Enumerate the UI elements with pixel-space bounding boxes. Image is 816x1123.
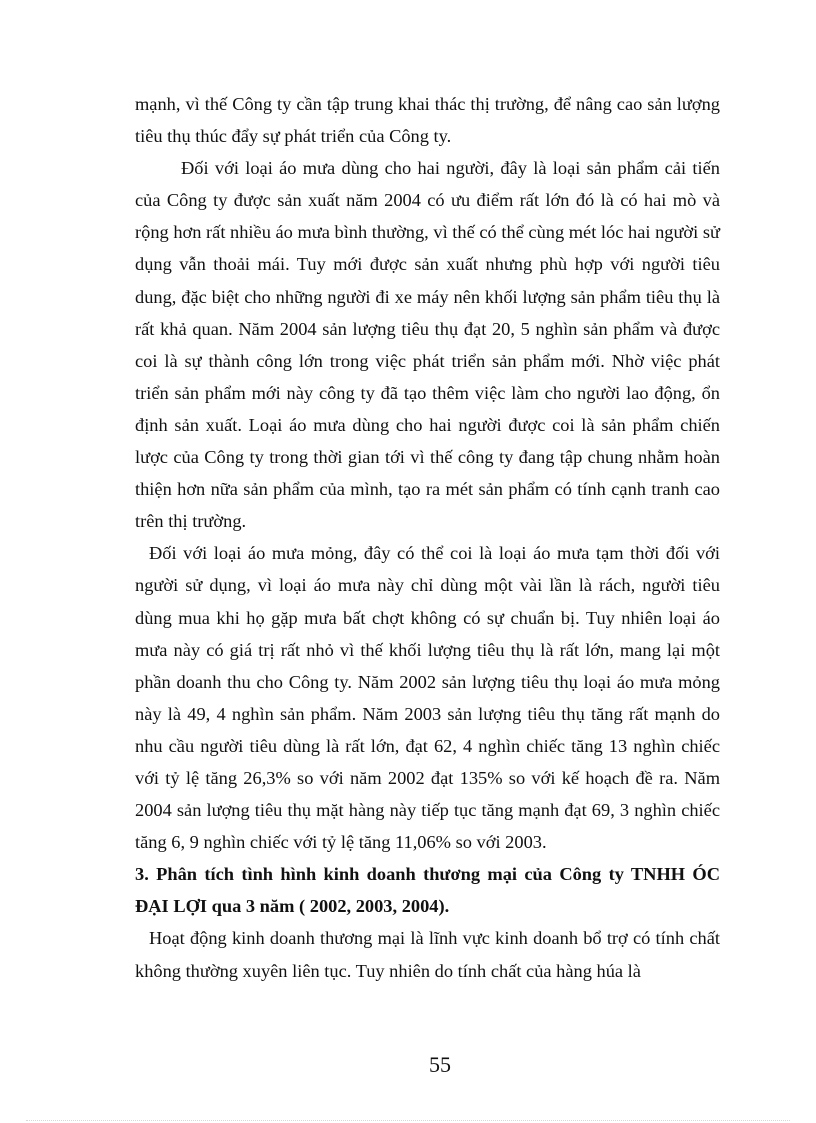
- footer-divider: [26, 1120, 790, 1121]
- page-body: [135, 88, 720, 987]
- page-number: 55: [429, 1052, 451, 1077]
- paragraph-trade-activity: Hoạt động kinh doanh thương mại là lĩnh vực kinh doanh bổ trợ có tính chất không thường xuyên liên tục. Tuy nhiên do tính chất của hàng húa là: [135, 928, 720, 981]
- section-heading: 3. Phân tích tình hình kinh doanh thương mại của Công ty TNHH ÓC ĐẠI LỢI qua 3 năm ( 2002, 2003, 2004).: [135, 864, 720, 917]
- paragraph-thin-raincoat: Đối với loại áo mưa mỏng, đây có thể coi là loại áo mưa tạm thời đối với người sử dụng, vì loại áo mưa này chỉ dùng một vài lần là rách, người tiêu dùng mua khi họ gặp mưa bất chợt không có sự chuẩn bị. Tuy nhiên loại áo mưa này có giá trị rất nhỏ vì thế khối lượng tiêu thụ là rất lớn, mang lại một phần doanh thu cho Công ty. Năm 2002 sản lượng tiêu thụ loại áo mưa mỏng này là 49, 4 nghìn sản phẩm. Năm 2003 sản lượng tiêu thụ tăng rất mạnh do nhu cầu người tiêu dùng là rất lớn, đạt 62, 4 nghìn chiếc tăng 13 nghìn chiếc với tỷ lệ tăng 26,3% so với năm 2002 đạt 135% so với kế hoạch đề ra. Năm 2004 sản lượng tiêu thụ mặt hàng này tiếp tục tăng mạnh đạt 69, 3 nghìn chiếc tăng 6, 9 nghìn chiếc với tỷ lệ tăng 11,06% so với 2003.: [135, 543, 720, 853]
- paragraph-two-person-raincoat: Đối với loại áo mưa dùng cho hai người, đây là loại sản phẩm cải tiến của Công ty được sản xuất năm 2004 có ưu điểm rất lớn đó là có hai mò và rộng hơn rất nhiều áo mưa bình thường, vì thế có thể cùng mét lóc hai người sử dụng vẫn thoải mái. Tuy mới được sản xuất nhưng phù hợp với người tiêu dung, đặc biệt cho những người đi xe máy nên khối lượng sản phẩm tiêu thụ là rất khả quan. Năm 2004 sản lượng tiêu thụ đạt 20, 5 nghìn sản phẩm và được coi là sự thành công lớn trong việc phát triển sản phẩm mới. Nhờ việc phát triển sản phẩm mới này công ty đã tạo thêm việc làm cho người lao động, ổn định sản xuất. Loại áo mưa dùng cho hai người được coi là sản phẩm chiến lược của Công ty trong thời gian tới vì thế công ty đang tập chung nhằm hoàn thiện hơn nữa sản phẩm của mình, tạo ra mét sản phẩm có tính cạnh tranh cao trên thị trường.: [135, 158, 720, 532]
- paragraph-continuation: mạnh, vì thế Công ty cần tập trung khai thác thị trường, để nâng cao sản lượng tiêu thụ thúc đẩy sự phát triển của Công ty.: [135, 94, 720, 147]
